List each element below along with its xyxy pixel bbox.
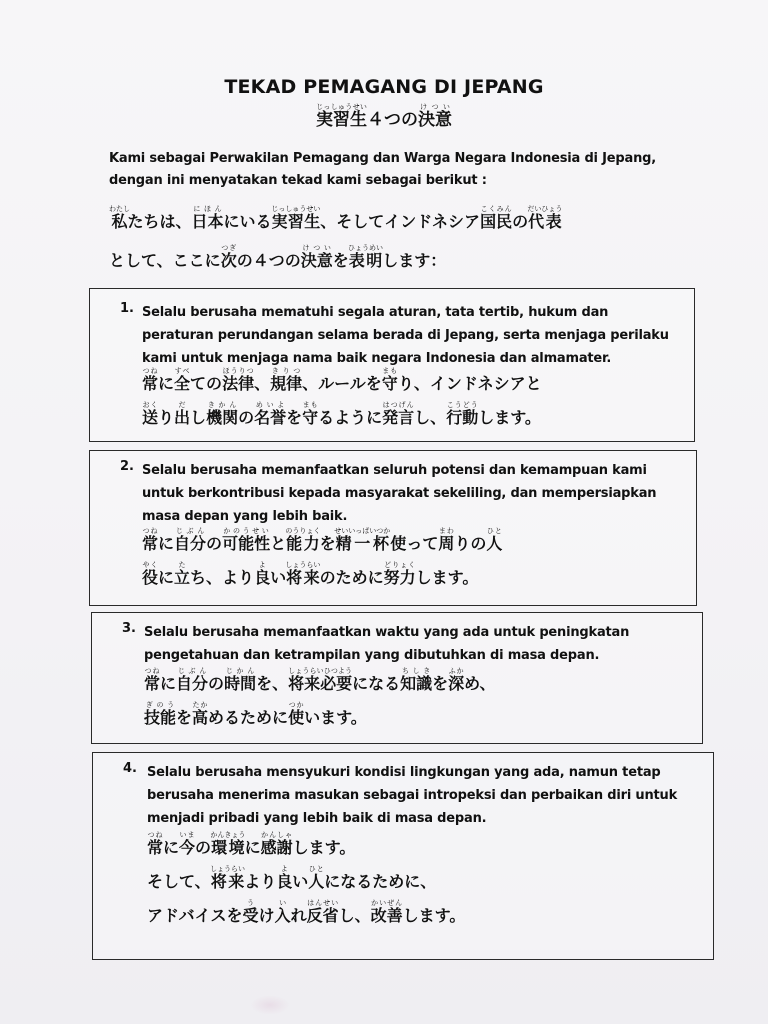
furigana-word [144, 667, 161, 693]
kana-text: ち、より [190, 568, 255, 587]
kana-text: になるために、 [324, 872, 437, 891]
furigana-word [271, 205, 321, 231]
furigana-word [285, 527, 321, 553]
pledge-jp-line [147, 827, 699, 861]
document-title: TEKAD PEMAGANG DI JEPANG [224, 76, 544, 98]
kanji-text: 次 [220, 251, 237, 270]
furigana-word [527, 205, 563, 231]
pledge-idn-line: peraturan perundangan selama berada di Jepang, serta menjaga perilaku [142, 328, 669, 343]
furigana-word [480, 205, 513, 231]
pledge-jp-line [142, 523, 682, 557]
kanji-text: 法律 [222, 374, 255, 393]
furigana-reading: ひょうめい [348, 244, 384, 252]
furigana-word [142, 401, 159, 427]
furigana-reading: じっしゅうせい [316, 103, 367, 111]
kanji-text: 立 [174, 568, 191, 587]
kanji-text: 使 [390, 534, 407, 553]
furigana-reading: だいひょう [527, 205, 563, 213]
furigana-word [142, 561, 159, 587]
furigana-reading: じっしゅうせい [271, 205, 321, 213]
pledge-idn-line: pengetahuan dan ketrampilan yang dibutuhkan di masa depan. [144, 648, 600, 663]
intro-paragraph [109, 148, 669, 192]
furigana-reading: きかん [206, 401, 239, 409]
furigana-word [242, 899, 259, 925]
kana-text: の４つの [236, 251, 301, 270]
furigana-reading: じかん [224, 667, 257, 675]
pledge-box-4 [92, 752, 714, 960]
furigana-word [260, 831, 293, 857]
kanji-text: 役 [142, 568, 159, 587]
furigana-reading: わたし [109, 205, 130, 213]
furigana-reading: つぎ [220, 244, 237, 252]
pledge-jp-line [147, 895, 699, 929]
kanji-text: 表明 [348, 251, 383, 270]
kana-text: の [208, 674, 225, 693]
pledge-idn-line: kami untuk menjaga nama baik negara Indonesia dan almamater. [142, 351, 612, 366]
furigana-reading: やく [142, 561, 159, 569]
furigana-reading: よ [254, 561, 271, 569]
furigana-word [400, 667, 433, 693]
furigana-word [381, 367, 398, 393]
furigana-reading: じぶん [176, 667, 209, 675]
furigana-reading: つか [288, 701, 305, 709]
kanji-text: 努力 [383, 568, 416, 587]
kana-text: に [244, 838, 261, 857]
kanji-text: 周 [438, 534, 455, 553]
pledge-idn-line: Selalu berusaha memanfaatkan seluruh potensi dan kemampuan kami [142, 463, 647, 478]
furigana-word [316, 103, 367, 130]
kanji-text: 自分 [176, 674, 209, 693]
pledge-jp-line [142, 363, 680, 397]
furigana-word [206, 401, 239, 427]
furigana-word [390, 534, 406, 553]
kana-text: にいる [223, 212, 272, 231]
kana-text: します。 [478, 408, 541, 427]
furigana-reading: けつい [418, 103, 452, 111]
furigana-reading: しょうらい [209, 865, 245, 873]
pledge-idn-line: masa depan yang lebih baik. [142, 509, 348, 524]
furigana-reading: こくみん [480, 205, 513, 213]
furigana-word [382, 401, 415, 427]
kana-text: のために [319, 568, 384, 587]
furigana-reading: いま [179, 831, 196, 839]
pledge-text-jp [142, 363, 680, 431]
kanji-text: 自分 [174, 534, 207, 553]
furigana-word [270, 367, 303, 393]
kana-text: を [286, 408, 303, 427]
furigana-reading: ほうりつ [222, 367, 255, 375]
furigana-reading: よ [276, 865, 293, 873]
kanji-text: 行動 [446, 408, 479, 427]
kanji-text: 日本 [191, 212, 224, 231]
kana-text: を [432, 674, 449, 693]
kana-text: るように [318, 408, 383, 427]
furigana-reading: ちしき [400, 667, 433, 675]
furigana-word [179, 831, 196, 857]
furigana-word [142, 527, 159, 553]
pledge-number: 2. [120, 459, 134, 474]
document-subtitle-jp [0, 103, 768, 130]
furigana-word [288, 701, 305, 727]
furigana-reading: まも [381, 367, 398, 375]
furigana-reading: ふか [448, 667, 465, 675]
kanji-text: 受 [242, 906, 259, 925]
kanji-text: 良 [276, 872, 293, 891]
kana-text: として、ここに [109, 251, 221, 270]
furigana-word [142, 367, 159, 393]
kanji-text: 守 [381, 374, 398, 393]
kana-text: け [258, 906, 275, 925]
kana-text: します： [382, 251, 447, 270]
kana-text: を [319, 534, 336, 553]
kana-text: します。 [292, 838, 356, 857]
furigana-word [222, 367, 255, 393]
kanji-text: 送 [142, 408, 159, 427]
kanji-text: 発言 [382, 408, 415, 427]
furigana-reading: つね [147, 831, 164, 839]
furigana-word [348, 244, 384, 270]
kanji-text: 可能性 [222, 534, 271, 553]
kana-text: れ [290, 906, 307, 925]
furigana-word [109, 205, 130, 231]
kanji-text: 規律 [270, 374, 303, 393]
furigana-word [209, 865, 245, 891]
pledge-text-idn [142, 301, 676, 370]
kana-text: 、 [254, 374, 271, 393]
kanji-text: 感謝 [260, 838, 293, 857]
kanji-text: 使 [288, 708, 305, 727]
furigana-word [308, 865, 325, 891]
furigana-reading: じぶん [174, 527, 207, 535]
kanji-text: 将来必要 [288, 674, 353, 693]
kana-text: と [270, 534, 287, 553]
furigana-reading: はつげん [382, 401, 415, 409]
pledge-idn-line: Selalu berusaha mematuhi segala aturan, tata tertib, hukum dan [142, 305, 609, 320]
furigana-reading: かんきょう [210, 831, 246, 839]
kana-text: になる [352, 674, 401, 693]
kanji-text: 時間 [224, 674, 257, 693]
furigana-word [276, 865, 293, 891]
kana-text: を [176, 708, 193, 727]
subtitle-jp-text [316, 103, 452, 130]
kana-text: って [406, 534, 439, 553]
furigana-reading: まも [302, 401, 319, 409]
kanji-text: 人 [308, 872, 325, 891]
furigana-word [288, 667, 353, 693]
furigana-reading: た [174, 561, 191, 569]
pledge-jp-line [144, 697, 688, 731]
pledge-jp-line [142, 557, 682, 591]
kanji-text: 機関 [206, 408, 239, 427]
furigana-reading: たか [192, 701, 209, 709]
kana-text: りの [454, 534, 487, 553]
furigana-word [174, 401, 191, 427]
kana-text: い [292, 872, 309, 891]
furigana-reading: すべ [174, 367, 191, 375]
furigana-word [174, 367, 191, 393]
furigana-reading: つね [142, 527, 159, 535]
kana-text: の [238, 408, 255, 427]
pledge-box-3 [91, 612, 703, 744]
intro-jp-line-2 [109, 238, 669, 277]
furigana-reading: かいぜん [370, 899, 403, 907]
furigana-reading: だ [174, 401, 191, 409]
kana-text: り、インドネシアと [397, 374, 542, 393]
kana-text: め、 [464, 674, 496, 693]
kana-text: の [512, 212, 529, 231]
furigana-word [334, 527, 391, 553]
pledge-text-jp [144, 663, 688, 731]
kanji-text: 将来 [285, 568, 321, 587]
kana-text: に [158, 374, 175, 393]
furigana-reading: こうどう [446, 401, 479, 409]
kanji-text: 私 [109, 212, 130, 231]
kanji-text: 常 [142, 534, 159, 553]
pledge-number: 4. [123, 761, 137, 776]
kana-text: より [244, 872, 277, 891]
furigana-reading: おく [142, 401, 159, 409]
pledge-box-2 [89, 450, 697, 606]
pledge-number: 3. [122, 621, 136, 636]
kana-text: を、 [256, 674, 289, 693]
kanji-text: 精一杯 [334, 534, 391, 553]
pledge-idn-line: untuk berkontribusi kepada masyarakat sekeliling, dan mempersiapkan [142, 486, 657, 501]
kana-text: を [332, 251, 349, 270]
kanji-text: 全 [174, 374, 191, 393]
furigana-reading: つね [144, 667, 161, 675]
furigana-word [486, 527, 503, 553]
kana-text: ４つの [367, 110, 418, 130]
kanji-text: 改善 [370, 906, 403, 925]
furigana-word [383, 561, 416, 587]
intro-paragraph-jp [109, 199, 669, 277]
pledge-idn-line: Selalu berusaha mensyukuri kondisi lingkungan yang ada, namun tetap [147, 765, 661, 780]
pledge-box-1 [89, 288, 695, 442]
kanji-text: 実習生 [271, 212, 321, 231]
furigana-reading: ひと [308, 865, 325, 873]
kanji-text: 決意 [418, 110, 452, 130]
pledge-idn-line: berusaha menerima masukan sebagai intropeksi dan perbaikan diri untuk [147, 788, 678, 803]
furigana-word [192, 701, 209, 727]
kanji-text: 実習生 [316, 110, 367, 130]
furigana-word [144, 701, 177, 727]
kanji-text: 技能 [144, 708, 177, 727]
pledge-text-idn [147, 761, 695, 830]
furigana-reading: せいいっぱいつか [334, 527, 391, 535]
kanji-text: 良 [254, 568, 271, 587]
furigana-word [210, 831, 246, 857]
kanji-text: 反省 [306, 906, 339, 925]
kana-text: ての [190, 374, 223, 393]
furigana-word [147, 831, 164, 857]
furigana-word [306, 899, 339, 925]
kana-text: に [160, 674, 177, 693]
intro-line-1: Kami sebagai Perwakilan Pemagang dan Warga Negara Indonesia di Jepang, [109, 151, 656, 166]
furigana-reading: ぎのう [144, 701, 176, 709]
furigana-reading: にほん [191, 205, 224, 213]
kana-text: し、 [414, 408, 447, 427]
furigana-word [174, 561, 191, 587]
furigana-word [448, 667, 465, 693]
kanji-text: 守 [302, 408, 319, 427]
kanji-text: 国民 [480, 212, 513, 231]
furigana-reading: きりつ [270, 367, 303, 375]
furigana-word [174, 527, 207, 553]
furigana-word [370, 899, 403, 925]
kana-text: 、ルールを [302, 374, 382, 393]
furigana-word [302, 401, 319, 427]
pledge-text-idn [142, 459, 678, 528]
pledge-text-idn [144, 621, 684, 667]
kana-text: アドバイスを [147, 906, 243, 925]
furigana-reading: しょうらいひつよう [288, 667, 353, 675]
furigana-word [438, 527, 455, 553]
furigana-word [222, 527, 271, 553]
furigana-word [254, 401, 287, 427]
furigana-reading: い [274, 899, 291, 907]
kanji-text: 高 [192, 708, 209, 727]
kanji-text: 能力 [285, 534, 321, 553]
furigana-reading: かんしゃ [260, 831, 293, 839]
paper-smudge [250, 995, 290, 1015]
kana-text: 、そしてインドネシア [320, 212, 481, 231]
furigana-reading: つね [142, 367, 159, 375]
furigana-reading: かのうせい [222, 527, 271, 535]
kana-text: し、 [338, 906, 371, 925]
furigana-reading: のうりょく [285, 527, 321, 535]
kana-text: そして、 [147, 872, 211, 891]
kana-text: に [158, 534, 175, 553]
furigana-word [254, 561, 271, 587]
kanji-text: 深 [448, 674, 465, 693]
kanji-text: 環境 [210, 838, 246, 857]
kanji-text: 常 [144, 674, 161, 693]
kana-text: たちは、 [127, 212, 192, 231]
pledge-jp-line [147, 861, 699, 895]
kanji-text: 将来 [209, 872, 245, 891]
pledge-idn-line: menjadi pribadi yang lebih baik di masa depan. [147, 811, 487, 826]
kanji-text: 名誉 [254, 408, 287, 427]
furigana-reading: う [242, 899, 259, 907]
kana-text: い [270, 568, 287, 587]
kana-text: の [206, 534, 223, 553]
furigana-reading: しょうらい [285, 561, 321, 569]
kana-text: し [190, 408, 207, 427]
pledge-text-jp [147, 827, 699, 929]
kana-text: に [158, 568, 175, 587]
kanji-text: 常 [147, 838, 164, 857]
kana-text: の [195, 838, 212, 857]
furigana-word [418, 103, 452, 130]
furigana-word [274, 899, 291, 925]
kanji-text: 人 [486, 534, 503, 553]
furigana-reading: はんせい [306, 899, 339, 907]
kanji-text: 決意 [300, 251, 333, 270]
kanji-text: 入 [274, 906, 291, 925]
pledge-text-jp [142, 523, 682, 591]
furigana-word [300, 244, 333, 270]
kana-text: り [158, 408, 175, 427]
kanji-text: 常 [142, 374, 159, 393]
kanji-text: 出 [174, 408, 191, 427]
pledge-jp-line [142, 397, 680, 431]
pledge-idn-line: Selalu berusaha memanfaatkan waktu yang ada untuk peningkatan [144, 625, 630, 640]
furigana-reading: めいよ [254, 401, 287, 409]
kanji-text: 今 [179, 838, 196, 857]
furigana-word [446, 401, 479, 427]
furigana-word [224, 667, 257, 693]
furigana-word [176, 667, 209, 693]
furigana-reading: どりょく [383, 561, 416, 569]
furigana-word [285, 561, 321, 587]
kana-text: います。 [304, 708, 367, 727]
kana-text: に [163, 838, 180, 857]
kana-text: します。 [415, 568, 479, 587]
intro-jp-line-1 [109, 199, 669, 238]
kanji-text: 知識 [400, 674, 433, 693]
pledge-number: 1. [120, 301, 134, 316]
furigana-reading: けつい [300, 244, 333, 252]
furigana-reading: ひと [486, 527, 503, 535]
furigana-word [191, 205, 224, 231]
furigana-reading: まわ [438, 527, 455, 535]
kanji-text: 代表 [527, 212, 563, 231]
furigana-word [220, 244, 237, 270]
kana-text: します。 [402, 906, 466, 925]
intro-line-2: dengan ini menyatakan tekad kami sebagai berikut : [109, 173, 487, 188]
kana-text: めるために [208, 708, 289, 727]
pledge-jp-line [144, 663, 688, 697]
